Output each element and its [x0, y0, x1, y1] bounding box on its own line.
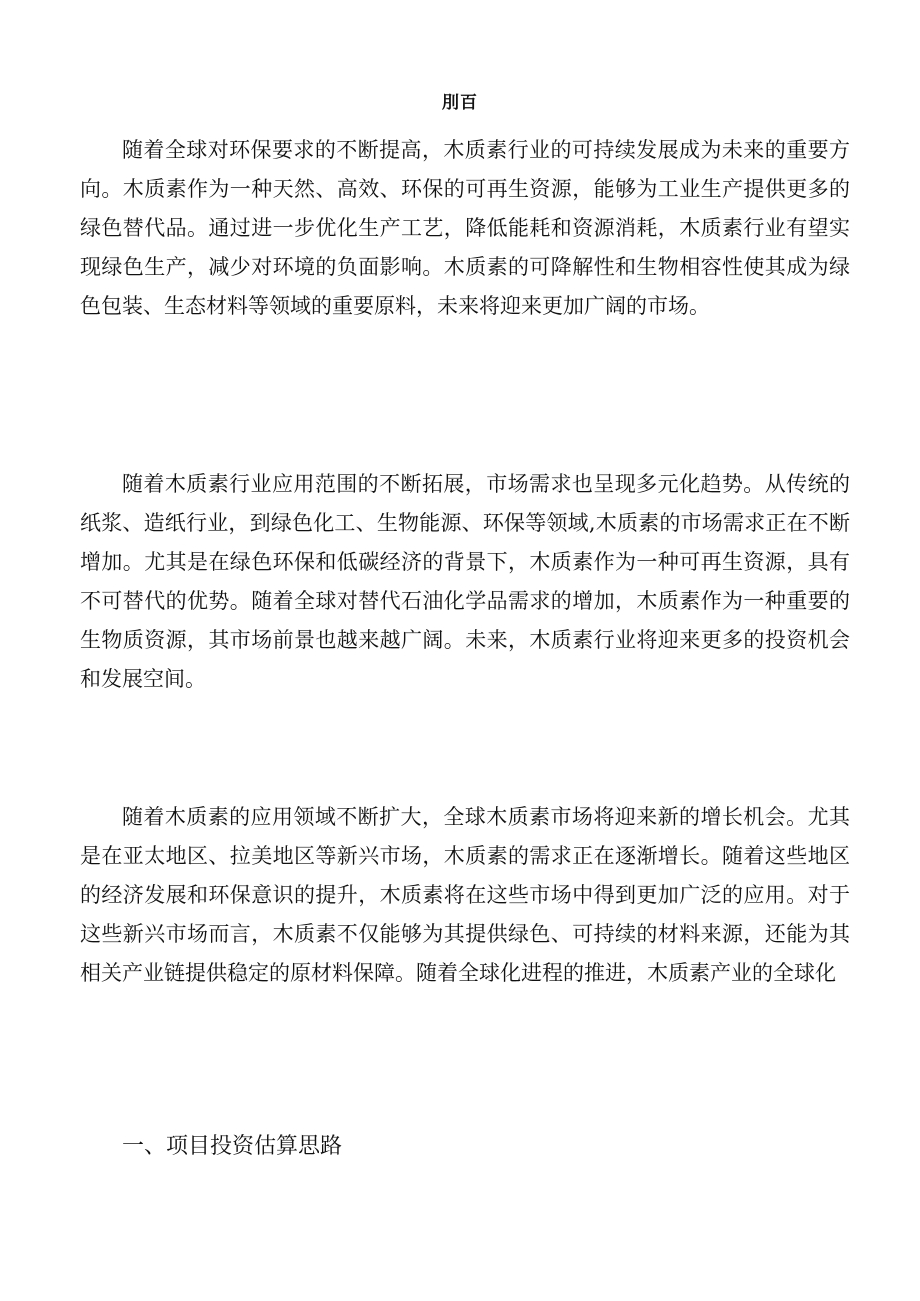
paragraph-3: 随着木质素的应用领域不断扩大，全球木质素市场将迎来新的增长机会。尤其是在亚太地区、拉美地区等新兴市场，木质素的需求正在逐渐增长。随着这些地区的经济发展和环保意识的提升，木质素将在这些市场中得到更加广泛的应用。对于这些新兴市场而言，木质素不仅能够为其提供绿色、可持续的材料来源，还能为其相关产业链提供稳定的原材料保障。随着全球化进程的推进，木质素产业的全球化 — [80, 805, 850, 985]
paragraph-2: 随着木质素行业应用范围的不断拓展，市场需求也呈现多元化趋势。从传统的纸浆、造纸行业，到绿色化工、生物能源、环保等领域,木质素的市场需求正在不断增加。尤其是在绿色环保和低碳经济的背景下，木质素作为一种可再生资源，具有不可替代的优势。随着全球对替代石油化学品需求的增加，木质素作为一种重要的生物质资源，其市场前景也越来越广阔。未来，木质素行业将迎来更多的投资机会和发展空间。 — [80, 472, 850, 691]
paragraph-1: 随着全球对环保要求的不断提高，木质素行业的可持续发展成为未来的重要方向。木质素作为一种天然、高效、环保的可再生资源，能够为工业生产提供更多的绿色替代品。通过进一步优化生产工艺，降低能耗和资源消耗，木质素行业有望实现绿色生产，减少对环境的负面影响。木质素的可降解性和生物相容性使其成为绿色包装、生态材料等领域的重要原料，未来将迎来更加广阔的市场。 — [80, 138, 850, 318]
section-heading: 一、项目投资估算思路 — [122, 1134, 343, 1159]
page-title: 刖百 — [442, 93, 478, 113]
